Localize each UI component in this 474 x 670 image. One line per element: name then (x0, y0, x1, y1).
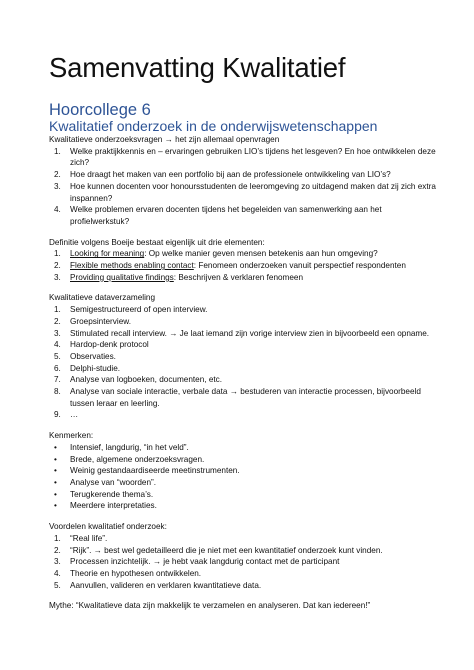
list-item: 2. Flexible methods enabling contact: Fenomeen onderzoeken vanuit perspectief respondenten (54, 261, 406, 271)
list-item: 4. Hardop-denk protocol (54, 340, 149, 350)
section-advantages (49, 521, 438, 591)
list-item: 6. Delphi-studie. (54, 363, 121, 373)
section-research-questions (49, 134, 438, 228)
document-title: Samenvatting Kwalitatief (49, 52, 346, 83)
list-item: 3. Stimulated recall interview. → Je laat iemand zijn vorige interview zien in bijvoorbeeld een opname. (54, 328, 430, 338)
list-item: 3. Processen inzichtelijk. → je hebt vaak langdurig contact met de participant (54, 557, 340, 567)
list-item: 3. Hoe kunnen docenten voor honoursstudenten de leeromgeving zo uitdagend maken dat zij zich extra inspannen? (54, 181, 436, 203)
bullet-icon: • (54, 466, 57, 476)
list-item: 1. Welke praktijkkennis en – ervaringen gebruiken LIO’s tijdens het lesgeven? En hoe ontwikkelen deze zich? (54, 146, 436, 168)
list-item: • Intensief, langdurig, “in het veld”. (54, 442, 189, 452)
list-item: • Meerdere interpretaties. (54, 501, 157, 511)
list-item: 2. Groepsinterview. (54, 316, 131, 326)
list-item: • Weinig gestandaardiseerde meetinstrumenten. (54, 466, 240, 476)
list-item: 5. Observaties. (54, 351, 116, 361)
heading-subtitle: Kwalitatief onderzoek in de onderwijswetenschappen (49, 118, 378, 134)
list-item: 9. … (54, 410, 79, 420)
list-item: 1. “Real life”. (54, 533, 108, 543)
list-item: 4. Welke problemen ervaren docenten tijdens het begeleiden van samenwerking aan het profielwerkstuk? (54, 205, 382, 226)
bullet-icon: • (54, 477, 57, 487)
list-item: 7. Analyse van logboeken, documenten, etc. (54, 375, 223, 385)
numbered-list (49, 533, 438, 592)
section-intro: Voordelen kwalitatief onderzoek: (49, 522, 167, 532)
bullet-icon: • (54, 454, 57, 464)
numbered-list (49, 248, 438, 283)
section-data-collection (49, 292, 438, 421)
list-item: 5. Aanvullen, valideren en verklaren kwantitatieve data. (54, 580, 262, 590)
heading-hoorcollege: Hoorcollege 6 (49, 101, 151, 119)
list-item: 3. Providing qualitative findings: Beschrijven & verklaren fenomeen (54, 272, 304, 282)
section-intro: Kwalitatieve dataverzameling (49, 293, 156, 303)
section-intro: Kwalitatieve onderzoeksvragen → het zijn allemaal openvragen (49, 135, 280, 144)
mythe-paragraph: Mythe: “Kwalitatieve data zijn makkelijk te verzamelen en analyseren. Dat kan iedereen!” (49, 601, 371, 611)
bullet-icon: • (54, 442, 57, 452)
list-item: 1. Looking for meaning: Op welke manier geven mensen betekenis aan hun omgeving? (54, 249, 378, 259)
list-item: • Analyse van “woorden”. (54, 477, 157, 487)
document-body (49, 134, 438, 612)
list-item: 8. Analyse van sociale interactie, verbale data → bestuderen van interactie processen, bijvoorbeeld tussen leraar en leerling. (54, 387, 421, 408)
section-intro: Definitie volgens Boeije bestaat eigenlijk uit drie elementen: (49, 237, 265, 247)
section-intro: Kenmerken: (49, 431, 94, 441)
numbered-list (49, 304, 438, 421)
bullet-list (49, 442, 438, 512)
list-item: 2. Hoe draagt het maken van een portfolio bij aan de professionele ontwikkeling van LIO’s? (54, 170, 391, 180)
list-item: 2. “Rijk”. → best wel gedetailleerd die je niet met een kwantitatief onderzoek kunt vinden. (54, 545, 383, 555)
list-item: 1. Semigestructureerd of open interview. (54, 305, 208, 315)
list-item: 4. Theorie en hypothesen ontwikkelen. (54, 568, 202, 578)
section-characteristics (49, 430, 438, 512)
list-item: • Brede, algemene onderzoeksvragen. (54, 454, 205, 464)
numbered-list (49, 146, 438, 228)
section-definition (49, 237, 438, 284)
bullet-icon: • (54, 501, 57, 511)
list-item: • Terugkerende thema’s. (54, 489, 154, 499)
bullet-icon: • (54, 489, 57, 499)
